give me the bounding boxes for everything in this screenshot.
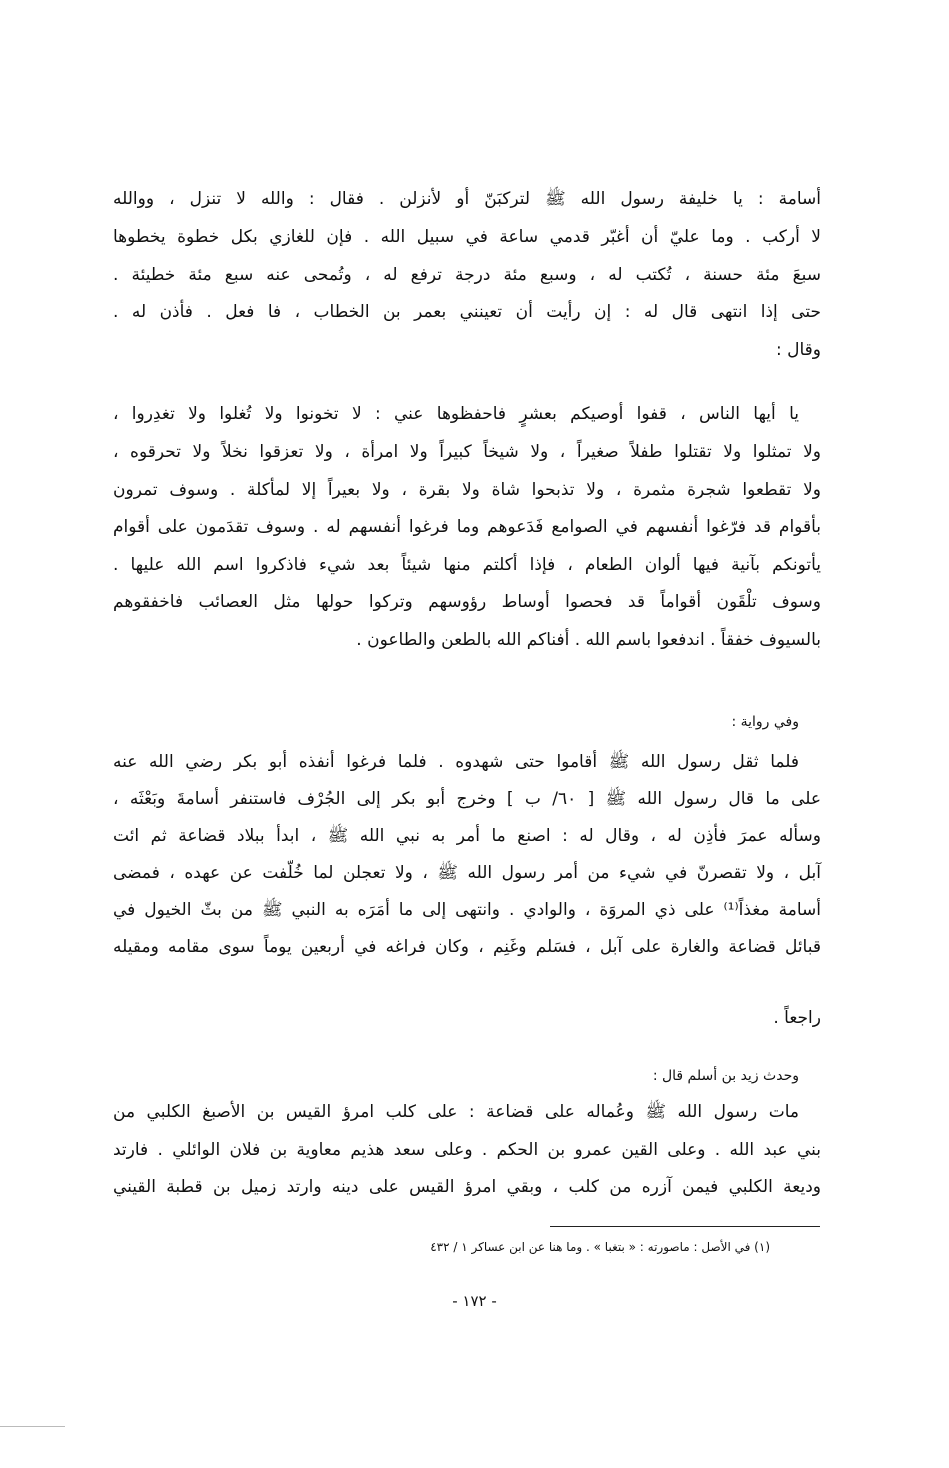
- text-line: مات رسول الله ﷺ وعُماله على قضاعة : على كلب امرؤ القيس بن الأصبغ الكلبي من: [113, 1102, 799, 1122]
- section-heading: وحدث زيد بن أسلم قال :: [652, 1068, 799, 1084]
- text-line: وديعة الكلبي فيمن آزره من كلب ، وبقي امرؤ القيس على دينه وارتد زميل بن قطبة القيني: [113, 1177, 821, 1197]
- footnote-divider: [550, 1226, 820, 1227]
- text-line: لا أركب . وما عليّ أن أغبّر قدمي ساعة في سبيل الله . فإن للغازي بكل خطوة يخطوها: [113, 227, 821, 247]
- text-line: بالسيوف خفقاً . اندفعوا باسم الله . أفناكم الله بالطعن والطاعون .: [356, 630, 821, 650]
- text-line: راجعاً .: [773, 1008, 821, 1028]
- text-line: أسامة : يا خليفة رسول الله ﷺ لتركبَنّ أو لأنزلن . فقال : والله لا تنزل ، ووالله: [113, 189, 821, 209]
- text-line: بأقوام قد فرّغوا أنفسهم في الصوامع فَدَعوهم وما فرغوا أنفسهم له . وسوف تقدَمون على أقوام: [113, 517, 821, 537]
- text-line: وسوف تلْقَون أقواماً قد فحصوا أوساط رؤوسهم وتركوا حولها مثل العصائب فاخفقوهم: [113, 592, 821, 612]
- text-line: بني عبد الله . وعلى القين عمرو بن الحكم . وعلى سعد هذيم معاوية بن فلان الوائلي . فارتد: [113, 1140, 821, 1160]
- text-line: فلما ثقل رسول الله ﷺ أقاموا حتى شهدوه . فلما فرغوا أنفذه أبو بكر رضي الله عنه: [113, 752, 799, 772]
- text-line: يأتونكم بآنية فيها ألوان الطعام ، فإذا أكلتم منها شيئاً بعد شيء فاذكروا اسم الله عليها .: [113, 555, 821, 575]
- section-heading: وفي رواية :: [731, 714, 799, 730]
- text-line: يا أيها الناس ، قفوا أوصيكم بعشرٍ فاحفظوها عني : لا تخونوا ولا تُغلوا ولا تغدِروا ،: [113, 404, 799, 424]
- text-line: سبعَ مئة حسنة ، تُكتب له ، وسبع مئة درجة ترفع له ، وتُمحى عنه سبع مئة خطيئة .: [113, 265, 821, 285]
- text-line: حتى إذا انتهى قال له : إن رأيت أن تعينني بعمر بن الخطاب ، فا فعل . فأذن له .: [113, 302, 821, 322]
- text-line: على ما قال رسول الله ﷺ [ ٦٠/ ب ] وخرج أبو بكر إلى الجُرْف فاستنفر أسامةَ وبَعْثَه ،: [113, 789, 821, 809]
- page-number: - ١٧٢ -: [452, 1292, 497, 1310]
- text-line: وقال :: [776, 340, 821, 360]
- footnote: (١) في الأصل : ماصورته : « بتغبا » . وما هنا عن ابن عساكر ١ / ٤٣٢: [430, 1240, 770, 1254]
- text-line: أسامة مغذاً⁽¹⁾ على ذي المروَة ، والوادي . وانتهى إلى ما أمَرَه به النبي ﷺ من بثّ الخيول في: [113, 900, 821, 920]
- text-line: ولا تمثلوا ولا تقتلوا طفلاً صغيراً ، ولا شيخاً كبيراً ولا امرأة ، ولا تعزقوا نخلاً ولا تحرقوه ،: [113, 442, 821, 462]
- text-line: وسأله عمرَ فأذِن له ، وقال له : اصنع ما أمر به نبي الله ﷺ ، ابدأ ببلاد قضاعة ثم ائت: [113, 826, 821, 846]
- text-line: قبائل قضاعة والغارة على آبل ، فسَلم وغَنِم ، وكان فراغه في أربعين يوماً سوى مقامه ومقيله: [113, 937, 821, 957]
- scan-edge-line: [0, 1426, 65, 1427]
- text-line: ولا تقطعوا شجرة مثمرة ، ولا تذبحوا شاة ولا بقرة ، ولا بعيراً إلا لمأكلة . وسوف تمرون: [113, 480, 821, 500]
- text-line: آبل ، ولا تقصرنّ في شيء من أمر رسول الله ﷺ ، ولا تعجلن لما خُلّفت عن عهده ، فمضى: [113, 863, 821, 883]
